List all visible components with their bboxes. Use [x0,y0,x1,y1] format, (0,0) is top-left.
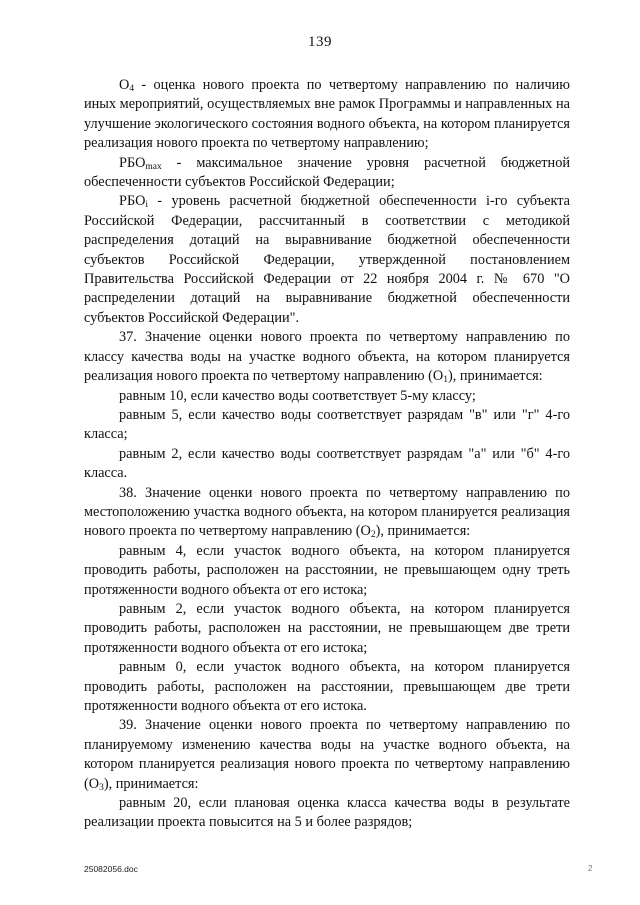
footer-corner-mark: 2 [588,864,593,873]
paragraph-rbo-max-definition: $РБО_{max}$ - максимальное значение уровня расчетной бюджетной обеспеченности субъектов Российской Федерации; [84,154,570,191]
paragraph-38-value-0: равным 0, если участок водного объекта, на котором планируется проводить работы, расположен на расстоянии, превышающем две трети протяженности водного объекта от его истока. [84,659,570,714]
paragraph-38-value-2: равным 2, если участок водного объекта, на котором планируется проводить работы, расположен на расстоянии, не превышающем две трети протяженности водного объекта от его истока; [84,600,570,656]
page-number: 139 [308,34,332,50]
paragraph-item-37: 37. Значение оценки нового проекта по четвертому направлению по классу качества воды на участке водного объекта, на котором планируется реализация нового проекта по четвертому направлению $(О_1)$, принимается: [84,329,570,386]
paragraph-37-value-2: равным 2, если качество воды соответствует разрядам "а" или "б" 4-го класса. [84,445,570,482]
paragraph-item-39: 39. Значение оценки нового проекта по четвертому направлению по планируемому изменению качества воды на участке водного объекта, на котором планируется реализация нового проекта по четвертому направлению $(О_3)$, принимается: [84,717,570,793]
document-body [84,76,570,833]
paragraph-o4-definition: $О_4$ - оценка нового проекта по четвертому направлению по наличию иных мероприятий, осуществляемых вне рамок Программы и направленных на улучшение экологического состояния водного объекта, на котором планируется реализация нового проекта по четвертому направлению; [84,77,570,152]
paragraph-38-value-4: равным 4, если участок водного объекта, на котором планируется проводить работы, расположен на расстоянии, не превышающем одну треть протяженности водного объекта от его истока; [84,542,570,598]
paragraph-item-38: 38. Значение оценки нового проекта по четвертому направлению по местоположению участка водного объекта, на котором планируется реализация нового проекта по четвертому направлению $(О_2)$, принимается: [84,484,570,541]
paragraph-37-value-10: равным 10, если качество воды соответствует 5-му классу; [119,387,476,404]
paragraph-rbo-i-definition: $РБО_i$ - уровень расчетной бюджетной обеспеченности i-го субъекта Российской Федерации, рассчитанный в соответствии с методикой распределения дотаций на выравнивание бюджетной обеспеченности субъектов Российской Федерации, утвержденной постановлением Правительства Российской Федерации от 22 ноября 2004 г. № 670 "О распределении дотаций на выравнивание бюджетной обеспеченности субъектов Российской Федерации". [84,193,570,326]
paragraph-37-value-5: равным 5, если качество воды соответствует разрядам "в" или "г" 4-го класса; [84,406,570,443]
footer-filename: 25082056.doc [84,864,138,874]
paragraph-39-value-20: равным 20, если плановая оценка класса качества воды в результате реализации проекта повысится на 5 и более разрядов; [84,795,570,831]
